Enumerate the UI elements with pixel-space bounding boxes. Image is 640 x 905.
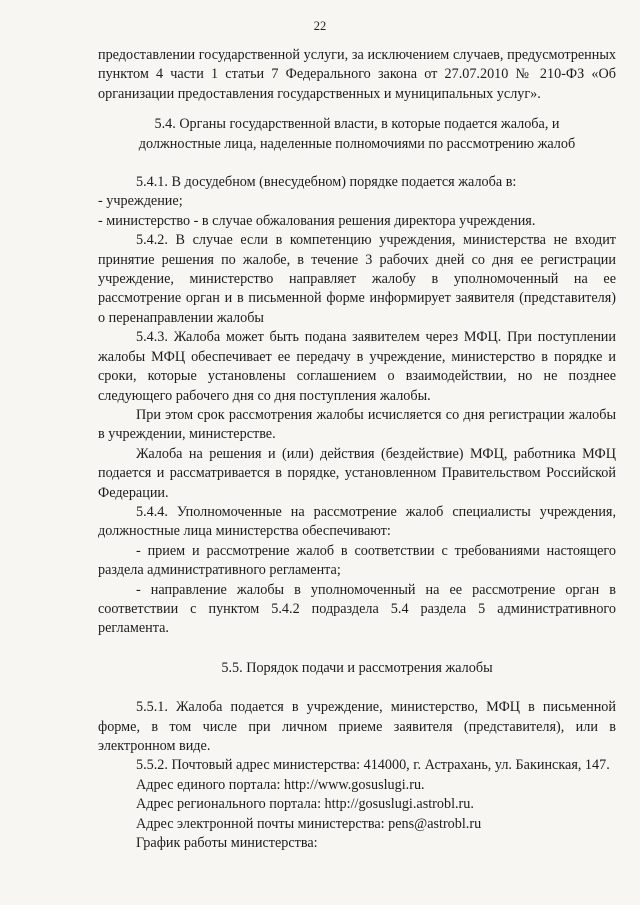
section-title-5-4-line1: 5.4. Органы государственной власти, в которые подается жалоба, и xyxy=(154,116,560,133)
ministry-schedule-heading: График работы министерства: xyxy=(136,835,318,852)
section-title-5-4-line2: должностные лица, наделенные полномочиями по рассмотрению жалоб xyxy=(138,135,576,152)
list-item-ministry: - министерство - в случае обжалования решения директора учреждения. xyxy=(98,212,536,229)
section-title-5-5: 5.5. Порядок подачи и рассмотрения жалобы xyxy=(221,659,493,676)
paragraph-5-4-1: 5.4.1. В досудебном (внесудебном) порядке подается жалоба в: xyxy=(136,174,517,191)
paragraph-5-4-2: 5.4.2. В случае если в компетенцию учреждения, министерства не входит принятие решения по жалобе, в течение 3 рабочих дней со дня ее регистрации учреждение, министерство направляет жалобу в уполномоченный на ее рассмотрение орган и в письменной форме информирует заявителя (представителя) о перенаправлении жалобы xyxy=(98,232,616,326)
paragraph-5-5-2: 5.5.2. Почтовый адрес министерства: 414000, г. Астрахань, ул. Бакинская, 147. xyxy=(136,757,610,774)
list-item-institution: - учреждение; xyxy=(98,193,183,210)
list-item-forward: - направление жалобы в уполномоченный на ее рассмотрение орган в соответствии с пунктом 5.4.2 подраздела 5.4 раздела 5 административного регламента. xyxy=(98,581,616,637)
spacer xyxy=(98,639,616,659)
single-portal-address: Адрес единого портала: http://www.gosuslugi.ru. xyxy=(136,776,425,793)
paragraph-mfc: Жалоба на решения и (или) действия (бездействие) МФЦ, работника МФЦ подается и рассматривается в порядке, установленном Правительством Российской Федерации. xyxy=(98,445,616,501)
spacer xyxy=(98,104,616,115)
paragraph-5-4-3: 5.4.3. Жалоба может быть подана заявителем через МФЦ. При поступлении жалобы МФЦ обеспечивает ее передачу в учреждение, министерство в порядке и сроки, которые установлены соглашением о взаимодействии, но не позднее следующего рабочего дня со дня поступления жалобы. xyxy=(98,329,616,404)
ministry-email-address: Адрес электронной почты министерства: pens@astrobl.ru xyxy=(136,815,482,832)
list-item-receive: - прием и рассмотрение жалоб в соответствии с требованиями настоящего раздела административного регламента; xyxy=(98,542,616,579)
paragraph-5-4-4: 5.4.4. Уполномоченные на рассмотрение жалоб специалисты учреждения, должностные лица министерства обеспечивают: xyxy=(98,503,616,540)
paragraph-term: При этом срок рассмотрения жалобы исчисляется со дня регистрации жалобы в учреждении, министерстве. xyxy=(98,406,616,443)
page-number: 22 xyxy=(313,19,327,33)
regional-portal-address: Адрес регионального портала: http://gosuslugi.astrobl.ru. xyxy=(136,796,474,813)
document-body xyxy=(98,46,616,853)
intro-paragraph: предоставлении государственной услуги, за исключением случаев, предусмотренных пунктом 4 части 1 статьи 7 Федерального закона от 27.07.2010 № 210-ФЗ «Об организации предоставления государственных и муниципальных услуг». xyxy=(98,47,616,102)
spacer xyxy=(98,678,616,698)
spacer xyxy=(98,154,616,173)
paragraph-5-5-1: 5.5.1. Жалоба подается в учреждение, министерство, МФЦ в письменной форме, в том числе при личном приеме заявителя (представителя), или в электронном виде. xyxy=(98,699,616,754)
